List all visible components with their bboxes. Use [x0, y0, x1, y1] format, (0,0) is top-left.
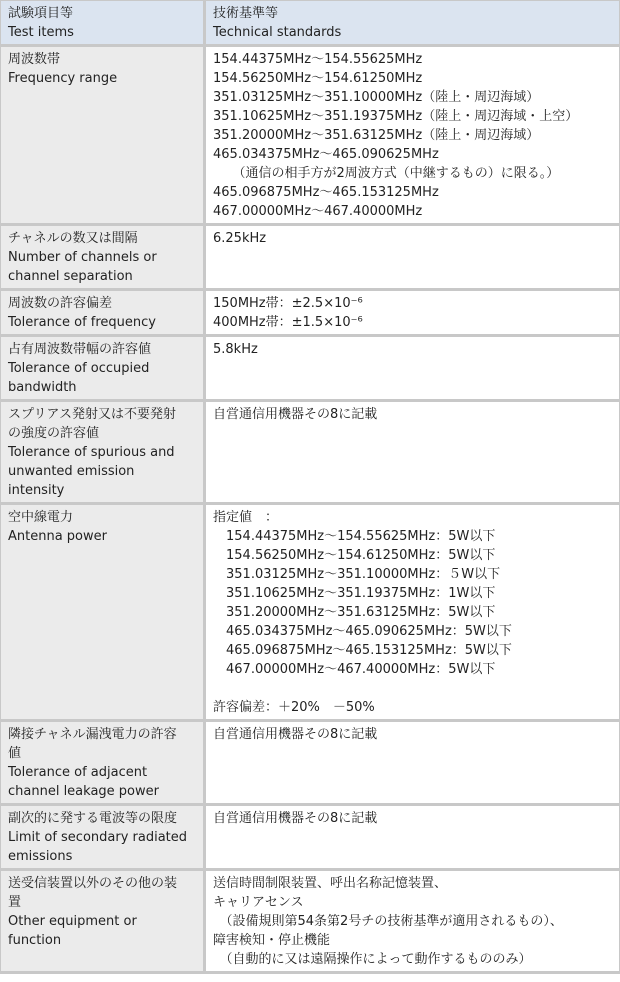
test-item-text: 置 — [8, 895, 22, 910]
test-item-text: channel leakage power — [8, 784, 159, 799]
test-item-text: Tolerance of spurious and — [8, 445, 175, 460]
technical-standard-cell — [206, 402, 620, 505]
header-row — [0, 0, 620, 47]
test-item-cell — [0, 291, 206, 337]
test-item-text: Tolerance of adjacent — [8, 765, 148, 780]
technical-standard-text: 465.096875MHz～465.153125MHz — [213, 185, 439, 200]
technical-standard-text: 送信時間制限装置、呼出名称記憶装置、 — [213, 876, 448, 891]
technical-standard-cell — [206, 806, 620, 871]
technical-standard-cell — [206, 505, 620, 722]
technical-standard-text: 6.25kHz — [213, 231, 267, 246]
technical-standard-text: 465.034375MHz～465.090625MHz：5W以下 — [213, 624, 512, 639]
technical-standard-text: （自動的に又は遠隔操作によって動作するもののみ） — [213, 952, 532, 967]
technical-standard-text: 467.00000MHz～467.40000MHz — [213, 204, 423, 219]
test-item-text: Frequency range — [8, 71, 118, 86]
test-item-text: 空中線電力 — [8, 510, 74, 525]
test-item-text: の強度の許容値 — [8, 426, 100, 441]
test-item-cell — [0, 806, 206, 871]
technical-standard-cell — [206, 337, 620, 402]
technical-standard-text: 154.44375MHz～154.55625MHz：5W以下 — [213, 529, 496, 544]
test-item-cell — [0, 722, 206, 806]
technical-standard-text: 351.03125MHz～351.10000MHz（陸上・周辺海域） — [213, 90, 540, 105]
header-technical-standards-jp: 技術基準等 — [213, 6, 279, 21]
technical-standard-text: 465.034375MHz～465.090625MHz — [213, 147, 439, 162]
technical-standard-text: 465.096875MHz～465.153125MHz：5W以下 — [213, 643, 512, 658]
test-item-text: channel separation — [8, 269, 133, 284]
table-row — [0, 402, 620, 505]
technical-standard-text: 自営通信用機器その8に記載 — [213, 727, 378, 742]
table-row — [0, 806, 620, 871]
test-item-text: function — [8, 933, 62, 948]
technical-standard-text: 許容偏差：＋20% －50% — [213, 700, 375, 715]
technical-standard-text: 自営通信用機器その8に記載 — [213, 407, 378, 422]
table-row — [0, 47, 620, 226]
technical-standard-text: 154.56250MHz～154.61250MHz：5W以下 — [213, 548, 496, 563]
test-item-text: intensity — [8, 483, 65, 498]
technical-standard-text: 5.8kHz — [213, 342, 258, 357]
test-item-text: 隣接チャネル漏洩電力の許容 — [8, 727, 177, 742]
technical-standard-text: （設備規則第54条第2号チの技術基準が適用されるもの）、 — [213, 914, 563, 929]
table-row — [0, 226, 620, 291]
technical-standard-text: 154.44375MHz～154.55625MHz — [213, 52, 423, 67]
test-item-text: スプリアス発射又は不要発射 — [8, 407, 176, 422]
table-row — [0, 505, 620, 722]
test-item-text: Tolerance of frequency — [8, 315, 156, 330]
technical-standard-text: 351.20000MHz～351.63125MHz：5W以下 — [213, 605, 496, 620]
test-item-text: Tolerance of occupied — [8, 361, 150, 376]
test-item-text: 値 — [8, 746, 22, 761]
technical-standard-text: 467.00000MHz～467.40000MHz：5W以下 — [213, 662, 496, 677]
header-test-items — [0, 0, 206, 47]
blank-line — [213, 679, 613, 698]
technical-standard-text: 障害検知・停止機能 — [213, 933, 331, 948]
test-item-cell — [0, 871, 206, 974]
technical-standard-cell — [206, 47, 620, 226]
technical-standard-text: 351.20000MHz～351.63125MHz（陸上・周辺海域） — [213, 128, 540, 143]
technical-standard-text: 指定値 ： — [213, 510, 279, 525]
header-technical-standards — [206, 0, 620, 47]
test-item-text: Number of channels or — [8, 250, 157, 265]
test-item-text: 周波数の許容偏差 — [8, 296, 113, 311]
table-row — [0, 337, 620, 402]
test-item-text: 占有周波数帯幅の許容値 — [8, 342, 152, 357]
technical-standard-text: 154.56250MHz～154.61250MHz — [213, 71, 423, 86]
test-item-cell — [0, 337, 206, 402]
table-row — [0, 291, 620, 337]
technical-standard-text: 351.03125MHz～351.10000MHz：５W以下 — [213, 567, 501, 582]
technical-standard-cell — [206, 722, 620, 806]
test-item-cell — [0, 505, 206, 722]
test-item-text: 送受信装置以外のその他の装 — [8, 876, 178, 891]
test-item-cell — [0, 47, 206, 226]
table-row — [0, 871, 620, 974]
test-item-text: Other equipment or — [8, 914, 137, 929]
test-item-text: Antenna power — [8, 529, 107, 544]
technical-standard-text: 自営通信用機器その8に記載 — [213, 811, 378, 826]
test-item-text: 副次的に発する電波等の限度 — [8, 811, 178, 826]
test-item-text: unwanted emission — [8, 464, 135, 479]
technical-standard-cell — [206, 291, 620, 337]
table-row — [0, 722, 620, 806]
test-item-text: bandwidth — [8, 380, 77, 395]
test-item-text: emissions — [8, 849, 73, 864]
test-item-text: Limit of secondary radiated — [8, 830, 188, 845]
technical-standard-text: キャリアセンス — [213, 895, 304, 910]
technical-standard-text: 150MHz帯：±2.5×10⁻⁶ — [213, 296, 363, 311]
technical-standard-text: 400MHz帯：±1.5×10⁻⁶ — [213, 315, 363, 330]
header-test-items-jp: 試験項目等 — [8, 6, 74, 21]
technical-standard-text: （通信の相手方が2周波方式（中継するもの）に限る。） — [213, 166, 560, 181]
header-test-items-en: Test items — [8, 25, 74, 40]
technical-standard-text: 351.10625MHz～351.19375MHz：1W以下 — [213, 586, 496, 601]
test-item-cell — [0, 402, 206, 505]
technical-standard-cell — [206, 226, 620, 291]
technical-standard-cell — [206, 871, 620, 974]
test-item-text: 周波数帯 — [8, 52, 61, 67]
header-technical-standards-en: Technical standards — [213, 25, 342, 40]
technical-standard-text: 351.10625MHz～351.19375MHz（陸上・周辺海域・上空） — [213, 109, 579, 124]
test-item-cell — [0, 226, 206, 291]
test-item-text: チャネルの数又は間隔 — [8, 231, 138, 246]
